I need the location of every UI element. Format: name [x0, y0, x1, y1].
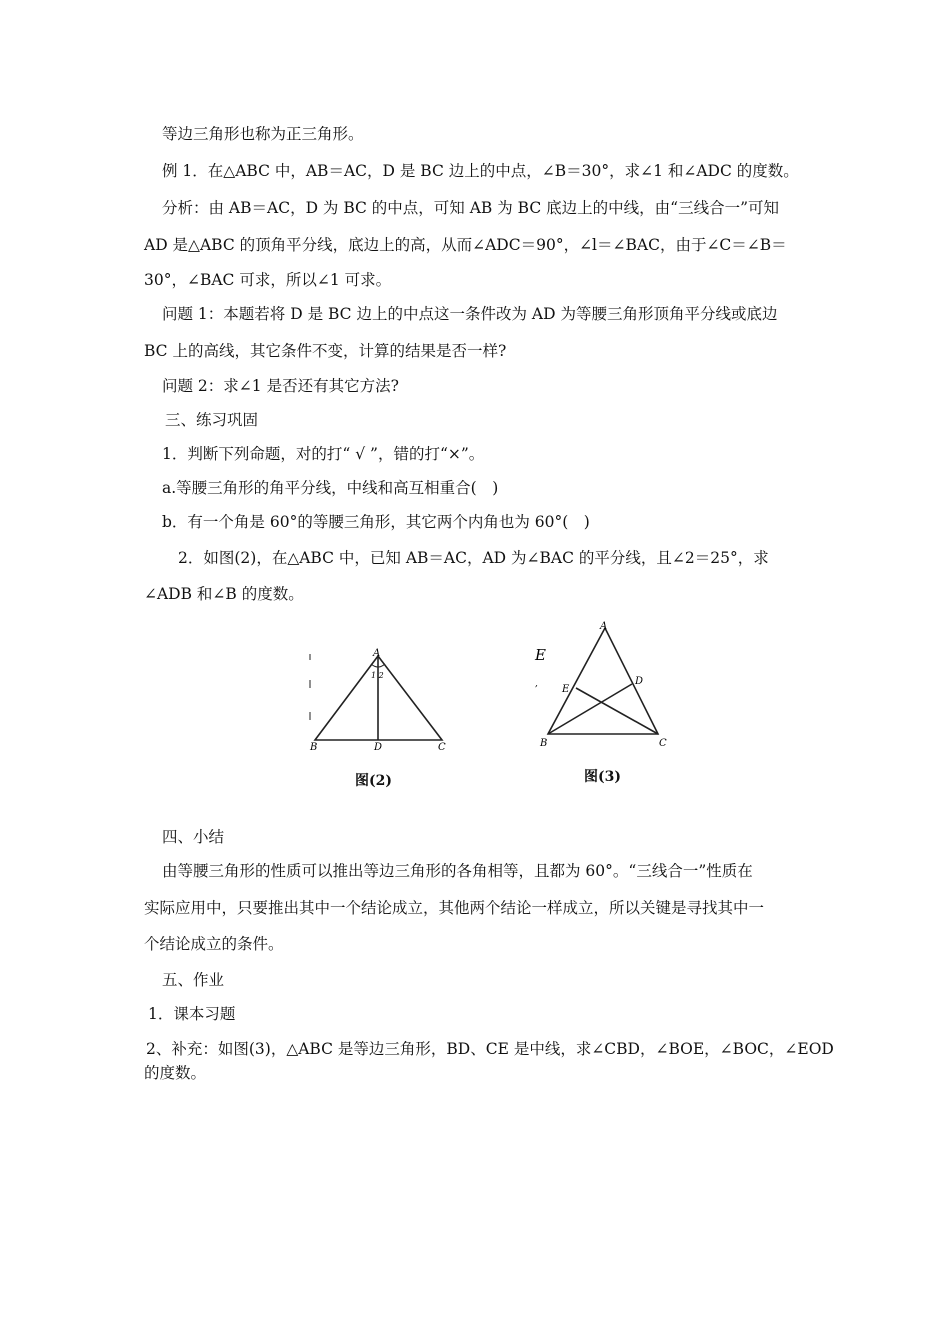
midpoint-label-e: E [562, 684, 570, 695]
text-line: AD 是△ABC 的顶角平分线，底边上的高，从而∠ADC＝90°，∠l＝∠BAC，由于∠C＝∠B＝ [144, 236, 787, 254]
angle-labels: 1 2 [371, 671, 384, 680]
exercise-1-text: 1．判断下列命题，对的打“ √ ”，错的打“×”。 [162, 445, 485, 463]
text-line: BC 上的高线，其它条件不变，计算的结果是否一样? [144, 342, 507, 360]
vertex-label-a: A [600, 621, 608, 632]
text-line: 等边三角形也称为正三角形。 [162, 125, 364, 143]
question-2-text: 问题 2：求∠1 是否还有其它方法? [162, 377, 399, 395]
vertex-label-a: A [373, 648, 381, 659]
figure-3 [528, 616, 678, 786]
example-1-text: 例 1．在△ABC 中，AB＝AC，D 是 BC 边上的中点，∠B＝30°，求∠1 和∠ADC 的度数。 [162, 162, 799, 180]
stray-label: E [535, 646, 546, 664]
section-heading-practice: 三、练习巩固 [165, 411, 259, 429]
text-line: 实际应用中，只要推出其中一个结论成立，其他两个结论一样成立，所以关键是寻找其中一 [144, 899, 765, 917]
question-1-text: 问题 1：本题若将 D 是 BC 边上的中点这一条件改为 AD 为等腰三角形顶角平分线或底边 [162, 305, 778, 323]
text-line: 个结论成立的条件。 [144, 935, 284, 953]
text-line: 的度数。 [144, 1064, 207, 1082]
text-line: ∠ADB 和∠B 的度数。 [144, 585, 304, 603]
vertex-label-c: C [659, 738, 667, 749]
section-heading-homework: 五、作业 [162, 971, 225, 989]
homework-2-text: 2、补充：如图(3)，△ABC 是等边三角形，BD、CE 是中线，求∠CBD，∠BOE，∠BOC，∠EOD [146, 1040, 834, 1058]
summary-text: 由等腰三角形的性质可以推出等边三角形的各角相等，且都为 60°。“三线合一”性质在 [162, 862, 753, 880]
midpoint-label-d: D [635, 676, 644, 687]
figure-3-triangle [528, 616, 678, 756]
text-line: 30°，∠BAC 可求，所以∠1 可求。 [144, 271, 392, 289]
homework-1-text: 1．课本习题 [148, 1005, 236, 1023]
vertex-label-b: B [310, 742, 318, 753]
vertex-label-b: B [540, 738, 548, 749]
figure-3-caption: 图(3) [584, 769, 621, 785]
section-heading-summary: 四、小结 [162, 828, 225, 846]
vertex-label-d: D [374, 742, 383, 753]
exercise-1a-text: a.等腰三角形的角平分线，中线和高互相重合( ) [162, 479, 499, 497]
vertex-label-c: C [438, 742, 446, 753]
figure-2-caption: 图(2) [355, 773, 392, 789]
figure-2-triangle [308, 644, 458, 754]
svg-text:,: , [535, 679, 538, 689]
figure-2 [308, 644, 458, 794]
exercise-2-text: 2．如图(2)，在△ABC 中，已知 AB＝AC，AD 为∠BAC 的平分线，且∠2＝25°，求 [178, 549, 769, 567]
analysis-text: 分析：由 AB＝AC，D 为 BC 的中点，可知 AB 为 BC 底边上的中线，由“三线合一”可知 [162, 199, 779, 217]
exercise-1b-text: b．有一个角是 60°的等腰三角形，其它两个内角也为 60°( ) [162, 513, 590, 531]
